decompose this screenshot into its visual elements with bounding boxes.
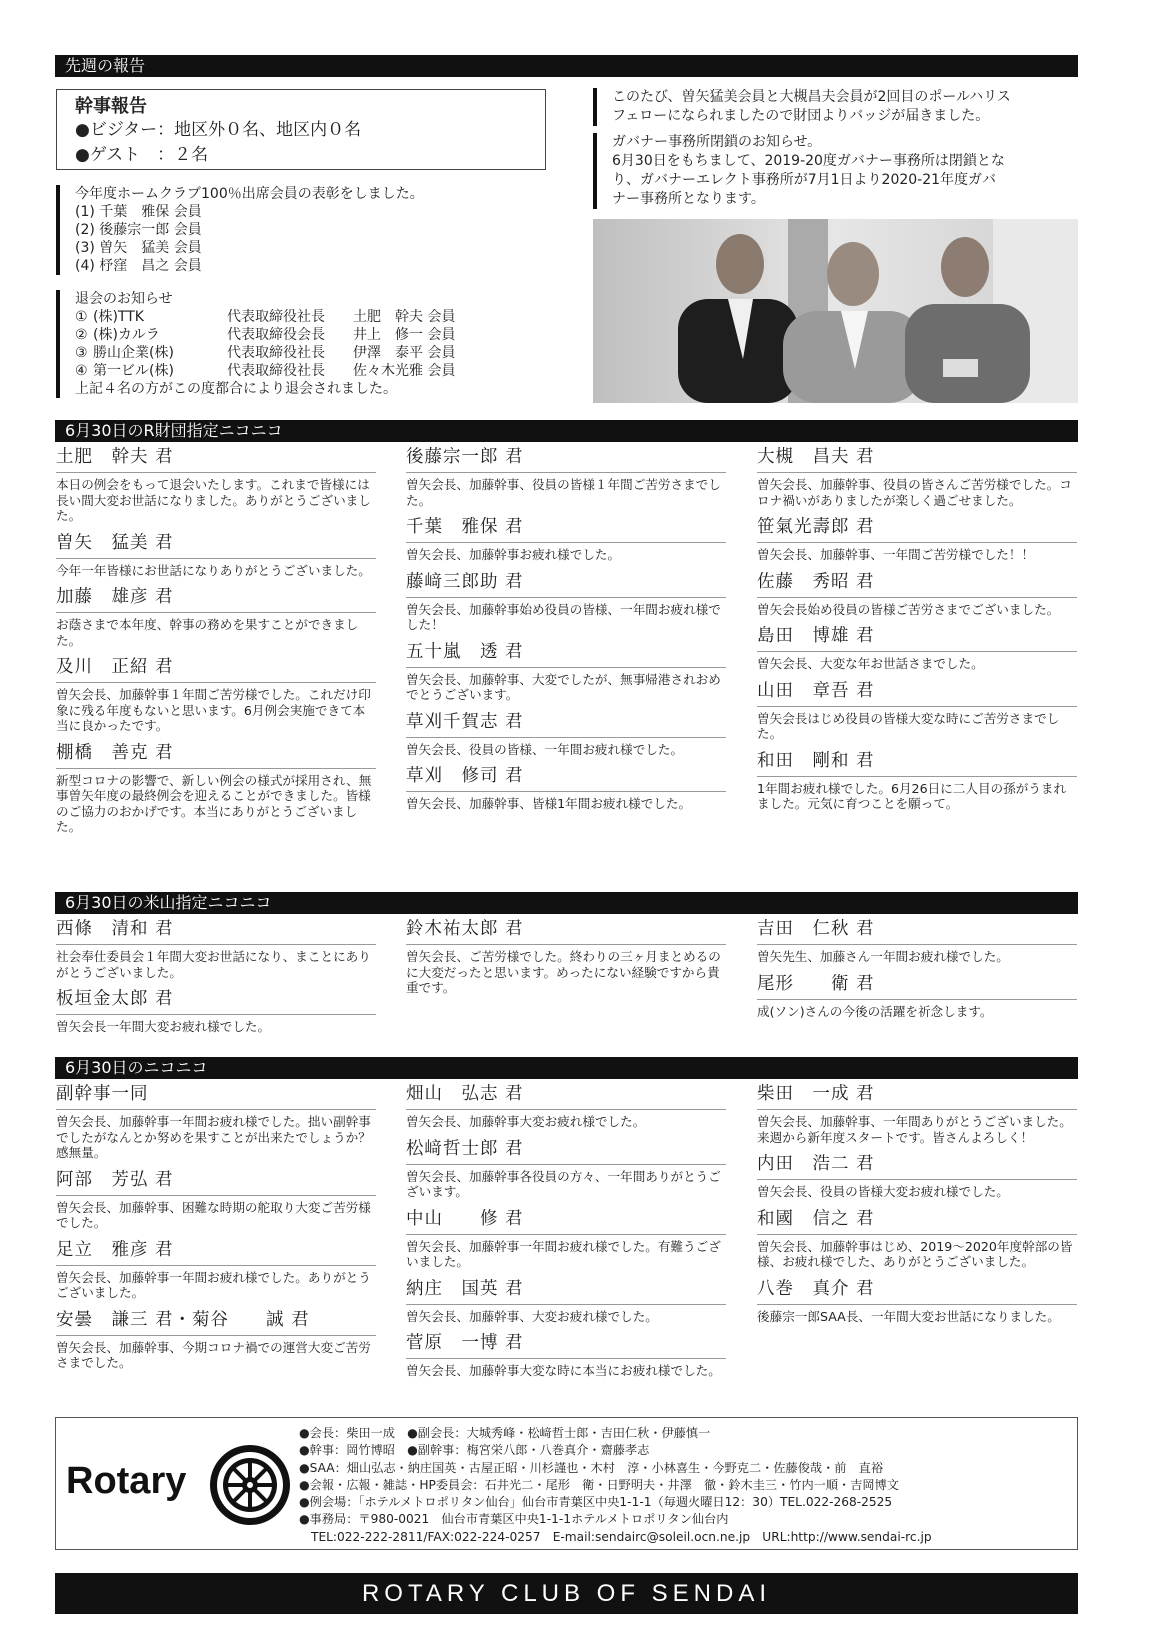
- member-name: 後藤宗一郎 君: [406, 446, 726, 473]
- section-header-last-week: 先週の報告: [55, 55, 1078, 77]
- message-entry: [757, 625, 1077, 672]
- member-name: 鈴木祐太郎 君: [406, 918, 726, 945]
- nikoniko-col-3: [757, 1083, 1077, 1332]
- withdrawal-name: 伊澤 泰平 会員: [353, 345, 456, 361]
- member-name: 曽矢 猛美 君: [56, 532, 376, 559]
- withdrawal-position: 代表取締役社長: [227, 363, 325, 379]
- withdrawal-footer: 上記４名の方がこの度都合により退会されました。: [75, 381, 397, 397]
- member-message: 曽矢会長、加藤幹事、一年間ありがとうございました。来週から新年度スタートです。皆さんよろしく！: [757, 1114, 1072, 1145]
- member-name: 五十嵐 透 君: [406, 641, 726, 668]
- notice-line: 6月30日をもちまして、2019-20度ガバナー事務所は閉鎖とな: [612, 153, 1005, 169]
- member-message: 曽矢会長、加藤幹事、困難な時期の舵取り大変ご苦労様でした。: [56, 1199, 371, 1230]
- member-name: 和國 信之 君: [757, 1208, 1077, 1235]
- message-entry: [757, 1208, 1077, 1270]
- member-name: 草刈千賀志 君: [406, 711, 726, 738]
- message-entry: [56, 1309, 376, 1371]
- section-header-r-foundation: 6月30日のR財団指定ニコニコ: [55, 420, 1078, 442]
- member-name: 中山 修 君: [406, 1208, 726, 1235]
- attendance-item: (1) 千葉 雅保 会員: [75, 204, 202, 220]
- withdrawal-no: ①: [75, 309, 88, 325]
- member-message: 曽矢会長、加藤幹事大変な時に本当にお疲れ様でした。: [406, 1363, 721, 1378]
- member-message: お蔭さまで本年度、幹事の務めを果すことができました。: [56, 617, 359, 648]
- message-entry: [56, 446, 376, 524]
- member-message: 曽矢会長一年間大変お疲れ様でした。: [56, 1019, 271, 1034]
- yoneyama-col-3: [757, 918, 1077, 1027]
- member-message: 曽矢会長、加藤幹事、大変でしたが、無事帰港されおめでとうございます。: [406, 671, 721, 702]
- member-name: 納庄 国英 君: [406, 1278, 726, 1305]
- notice-line: ガバナー事務所閉鎖のお知らせ。: [612, 134, 822, 150]
- member-name: 大槻 昌夫 君: [757, 446, 1077, 473]
- message-entry: [406, 1278, 726, 1325]
- attendance-item: (3) 曽矢 猛美 会員: [75, 240, 202, 256]
- member-name: 西條 清和 君: [56, 918, 376, 945]
- message-entry: [406, 1208, 726, 1270]
- withdrawal-no: ②: [75, 327, 88, 343]
- member-message: 曽矢会長、加藤幹事始め役員の皆様、一年間お疲れ様でした！: [406, 601, 721, 632]
- message-entry: [757, 918, 1077, 965]
- member-message: 曽矢会長始め役員の皆様ご苦労さまでございました。: [757, 601, 1060, 617]
- withdrawal-name: 土肥 幹夫 会員: [353, 309, 456, 325]
- message-entry: [406, 711, 726, 758]
- member-message: 後藤宗一郎SAA長、一年間大変お世話になりました。: [757, 1308, 1060, 1324]
- attendance-intro: 今年度ホームクラブ100％出席会員の表彰をしました。: [75, 186, 424, 202]
- message-entry: [406, 571, 726, 633]
- member-message: 曽矢会長、加藤幹事一年間お疲れ様でした。有難うございました。: [406, 1238, 721, 1269]
- member-name: 板垣金太郎 君: [56, 988, 376, 1015]
- notice-governor-office: [593, 133, 1082, 209]
- withdrawal-no: ③: [75, 345, 88, 361]
- member-name: 副幹事一同: [56, 1083, 376, 1110]
- member-name: 笹氣光壽郎 君: [757, 516, 1077, 543]
- message-entry: [56, 586, 376, 648]
- member-name: 八巻 真介 君: [757, 1278, 1077, 1305]
- member-message: 本日の例会をもって退会いたします。これまで皆様には長い間大変お世話になりました。ありがとうございました。: [56, 477, 371, 523]
- member-message: 曽矢会長、加藤幹事はじめ、2019～2020年度幹部の皆様、お疲れ様でした、ありがとうございました。: [757, 1238, 1073, 1269]
- message-entry: [757, 1153, 1077, 1200]
- member-message: 曽矢会長、加藤幹事各役員の方々、一年間ありがとうございます。: [406, 1168, 721, 1199]
- message-entry: [406, 516, 726, 563]
- nikoniko-col-2: [406, 1083, 726, 1387]
- club-info-lines: [299, 1425, 932, 1546]
- withdrawal-title: 退会のお知らせ: [75, 291, 173, 307]
- withdrawal-company: (株)カルラ: [93, 327, 160, 343]
- member-message: 曽矢会長、加藤幹事、一年間ご苦労様でした！！: [757, 547, 1035, 562]
- message-entry: [56, 988, 376, 1035]
- message-entry: [757, 446, 1077, 508]
- group-photo-illustration: [593, 219, 1078, 403]
- message-entry: [406, 641, 726, 703]
- member-name: 阿部 芳弘 君: [56, 1169, 376, 1196]
- r-foundation-col-3: [757, 446, 1077, 820]
- message-entry: [406, 765, 726, 812]
- visitors-line: ●ビジター：地区外０名、地区内０名: [75, 120, 362, 140]
- member-message: 曽矢会長はじめ役員の皆様大変な時にご苦労さまでした。: [757, 710, 1060, 741]
- member-name: 加藤 雄彦 君: [56, 586, 376, 613]
- message-entry: [406, 1332, 726, 1379]
- club-info-box: [55, 1417, 1078, 1550]
- member-name: 棚橋 善克 君: [56, 742, 376, 769]
- member-name: 山田 章吾 君: [757, 680, 1077, 707]
- member-name: 土肥 幹夫 君: [56, 446, 376, 473]
- withdrawal-company: (株)TTK: [93, 309, 144, 325]
- secretary-report-title: 幹事報告: [75, 96, 147, 117]
- section-header-yoneyama: 6月30日の米山指定ニコニコ: [55, 892, 1078, 914]
- message-entry: [406, 918, 726, 996]
- club-info-line: ●会長：柴田一成 ●副会長：大城秀峰・松﨑哲士郎・吉田仁秋・伊藤慎一: [299, 1426, 711, 1440]
- member-message: 曽矢会長、加藤幹事一年間お疲れ様でした。ありがとうございました。: [56, 1269, 371, 1300]
- member-name: 菅原 一博 君: [406, 1332, 726, 1359]
- message-entry: [757, 973, 1077, 1020]
- attendance-block: [56, 185, 555, 275]
- withdrawal-name: 佐々木光雅 会員: [353, 363, 456, 379]
- member-message: 社会奉仕委員会１年間大変お世話になり、まことにありがとうございました。: [56, 949, 371, 980]
- withdrawal-company: 第一ビル(株): [93, 363, 174, 379]
- club-info-line: ●例会場：「ホテルメトロポリタン仙台」仙台市青葉区中央1-1-1（毎週火曜日12：30）TEL.022-268-2525: [299, 1495, 893, 1510]
- club-info-line: ●会報・広報・雑誌・HP委員会：石井光二・尾形 衛・日野明夫・井澤 徹・鈴木圭三・竹内一順・吉岡博文: [299, 1477, 899, 1492]
- notice-paul-harris: [593, 88, 1082, 126]
- guests-line: ●ゲスト ：２名: [75, 145, 209, 165]
- member-message: 今年一年皆様にお世話になりありがとうございました。: [56, 562, 371, 578]
- withdrawal-name: 井上 修一 会員: [353, 327, 456, 343]
- withdrawal-no: ④: [75, 363, 88, 379]
- member-name: 藤﨑三郎助 君: [406, 571, 726, 598]
- withdrawal-position: 代表取締役社長: [227, 309, 325, 325]
- member-message: 成(ソン)さんの今後の活躍を祈念します。: [757, 1003, 993, 1019]
- member-message: 曽矢会長、加藤幹事、役員の皆さんご苦労様でした。コロナ禍いがありましたが楽しく過ごせました。: [757, 477, 1072, 508]
- member-message: 曽矢会長、加藤幹事一年間お疲れ様でした。拙い副幹事でしたがなんとか努めを果すことが出来たでしょうか？感無量。: [56, 1114, 371, 1160]
- message-entry: [406, 446, 726, 508]
- yoneyama-col-1: [56, 918, 376, 1043]
- member-name: 島田 博雄 君: [757, 625, 1077, 652]
- withdrawal-row: [75, 308, 555, 326]
- notice-line: フェローになられましたので財団よりバッジが届きました。: [612, 108, 990, 124]
- member-message: 曽矢会長、加藤幹事、役員の皆様１年間ご苦労さまでした。: [406, 477, 721, 508]
- notice-line: このたび、曽矢猛美会員と大槻昌夫会員が2回目のポールハリス: [612, 89, 1011, 105]
- member-name: 佐藤 秀昭 君: [757, 571, 1077, 598]
- member-message: 曽矢先生、加藤さん一年間お疲れ様でした。: [757, 949, 1009, 964]
- message-entry: [56, 1083, 376, 1161]
- group-photo: [593, 219, 1078, 403]
- member-message: 曽矢会長、加藤幹事お疲れ様でした。: [406, 547, 621, 562]
- member-message: 曽矢会長、役員の皆様大変お疲れ様でした。: [757, 1184, 1009, 1199]
- attendance-item: (2) 後藤宗一郎 会員: [75, 222, 202, 238]
- member-message: 曽矢会長、加藤幹事、皆様1年間お疲れ様でした。: [406, 796, 692, 811]
- member-message: 新型コロナの影響で、新しい例会の様式が採用され、無事曽矢年度の最終例会を迎えることができました。皆様のご協力のおかげです。本当にありがとうございました。: [56, 772, 372, 834]
- member-message: 曽矢会長、役員の皆様、一年間お疲れ様でした。: [406, 741, 684, 757]
- message-entry: [406, 1083, 726, 1130]
- r-foundation-col-1: [56, 446, 376, 843]
- message-entry: [757, 571, 1077, 618]
- member-name: 足立 雅彦 君: [56, 1239, 376, 1266]
- member-message: 曽矢会長、大変な年お世話さまでした。: [757, 656, 984, 671]
- member-name: 千葉 雅保 君: [406, 516, 726, 543]
- member-name: 柴田 一成 君: [757, 1083, 1077, 1110]
- withdrawal-position: 代表取締役会長: [227, 327, 325, 343]
- notice-line: り、ガバナーエレクト事務所が7月1日より2020-21年度ガバ: [612, 172, 997, 188]
- notice-line: ナー事務所となります。: [612, 191, 765, 207]
- message-entry: [56, 1239, 376, 1301]
- r-foundation-col-2: [406, 446, 726, 820]
- club-contact-line: TEL:022-222-2811/FAX:022-224-0257 E-mail:sendairc@soleil.ocn.ne.jp URL:http://www.sendai-rc.jp: [311, 1529, 932, 1544]
- member-message: 曽矢会長、加藤幹事大変お疲れ様でした。: [406, 1114, 646, 1129]
- withdrawal-block: [56, 290, 555, 398]
- message-entry: [406, 1138, 726, 1200]
- message-entry: [56, 742, 376, 835]
- member-message: 曽矢会長、加藤幹事１年間ご苦労様でした。これだけ印象に残る年度もないと思います。6月例会実施できて本当に良かったです。: [56, 687, 371, 733]
- member-message: 曽矢会長、ご苦労様でした。終わりの三ヶ月まとめるのに大変だったと思います。めったにない経験ですから貴重です。: [406, 949, 721, 995]
- nikoniko-col-1: [56, 1083, 376, 1379]
- member-name: 草刈 修司 君: [406, 765, 726, 792]
- member-message: 1年間お疲れ様でした。6月26日に二人目の孫がうまれました。元気に育つことを願って。: [757, 780, 1067, 811]
- message-entry: [757, 1278, 1077, 1325]
- withdrawal-row: [75, 344, 555, 362]
- withdrawal-company: 勝山企業(株): [93, 345, 174, 361]
- member-name: 松﨑哲士郎 君: [406, 1138, 726, 1165]
- rotary-logo-text: Rotary: [66, 1460, 187, 1502]
- member-message: 曽矢会長、加藤幹事、今期コロナ禍での運営大変ご苦労さまでした。: [56, 1339, 371, 1370]
- message-entry: [757, 750, 1077, 812]
- member-name: 安曇 謙三 君・菊谷 誠 君: [56, 1309, 376, 1336]
- message-entry: [56, 656, 376, 734]
- withdrawal-row: [75, 326, 555, 344]
- member-name: 和田 剛和 君: [757, 750, 1077, 777]
- attendance-item: (4) 杼窪 昌之 会員: [75, 258, 202, 274]
- member-name: 及川 正紹 君: [56, 656, 376, 683]
- message-entry: [757, 1083, 1077, 1145]
- member-name: 内田 浩二 君: [757, 1153, 1077, 1180]
- withdrawal-position: 代表取締役社長: [227, 345, 325, 361]
- withdrawal-row: [75, 362, 555, 380]
- yoneyama-col-2: [406, 918, 726, 1004]
- message-entry: [56, 918, 376, 980]
- member-name: 尾形 衛 君: [757, 973, 1077, 1000]
- message-entry: [757, 516, 1077, 563]
- message-entry: [56, 532, 376, 579]
- message-entry: [757, 680, 1077, 742]
- club-info-line: ●幹事：岡竹博昭 ●副幹事：梅宮栄八郎・八巻真介・齋藤孝志: [299, 1443, 650, 1458]
- club-name-banner: ROTARY CLUB OF SENDAI: [55, 1573, 1078, 1614]
- section-header-nikoniko: 6月30日のニコニコ: [55, 1057, 1078, 1079]
- club-info-line: ●事務局：〒980-0021 仙台市青葉区中央1-1-1ホテルメトロポリタン仙台内: [299, 1512, 729, 1527]
- club-info-line: ●SAA：畑山弘志・納庄国英・古屋正昭・川杉謹也・木村 淳・小林喜生・今野克二・佐藤俊哉・前 直裕: [299, 1460, 884, 1475]
- message-entry: [56, 1169, 376, 1231]
- member-message: 曽矢会長、加藤幹事、大変お疲れ様でした。: [406, 1308, 658, 1324]
- member-name: 吉田 仁秋 君: [757, 918, 1077, 945]
- member-name: 畑山 弘志 君: [406, 1083, 726, 1110]
- rotary-wheel-icon: [208, 1443, 292, 1527]
- secretary-report-box: [56, 89, 546, 170]
